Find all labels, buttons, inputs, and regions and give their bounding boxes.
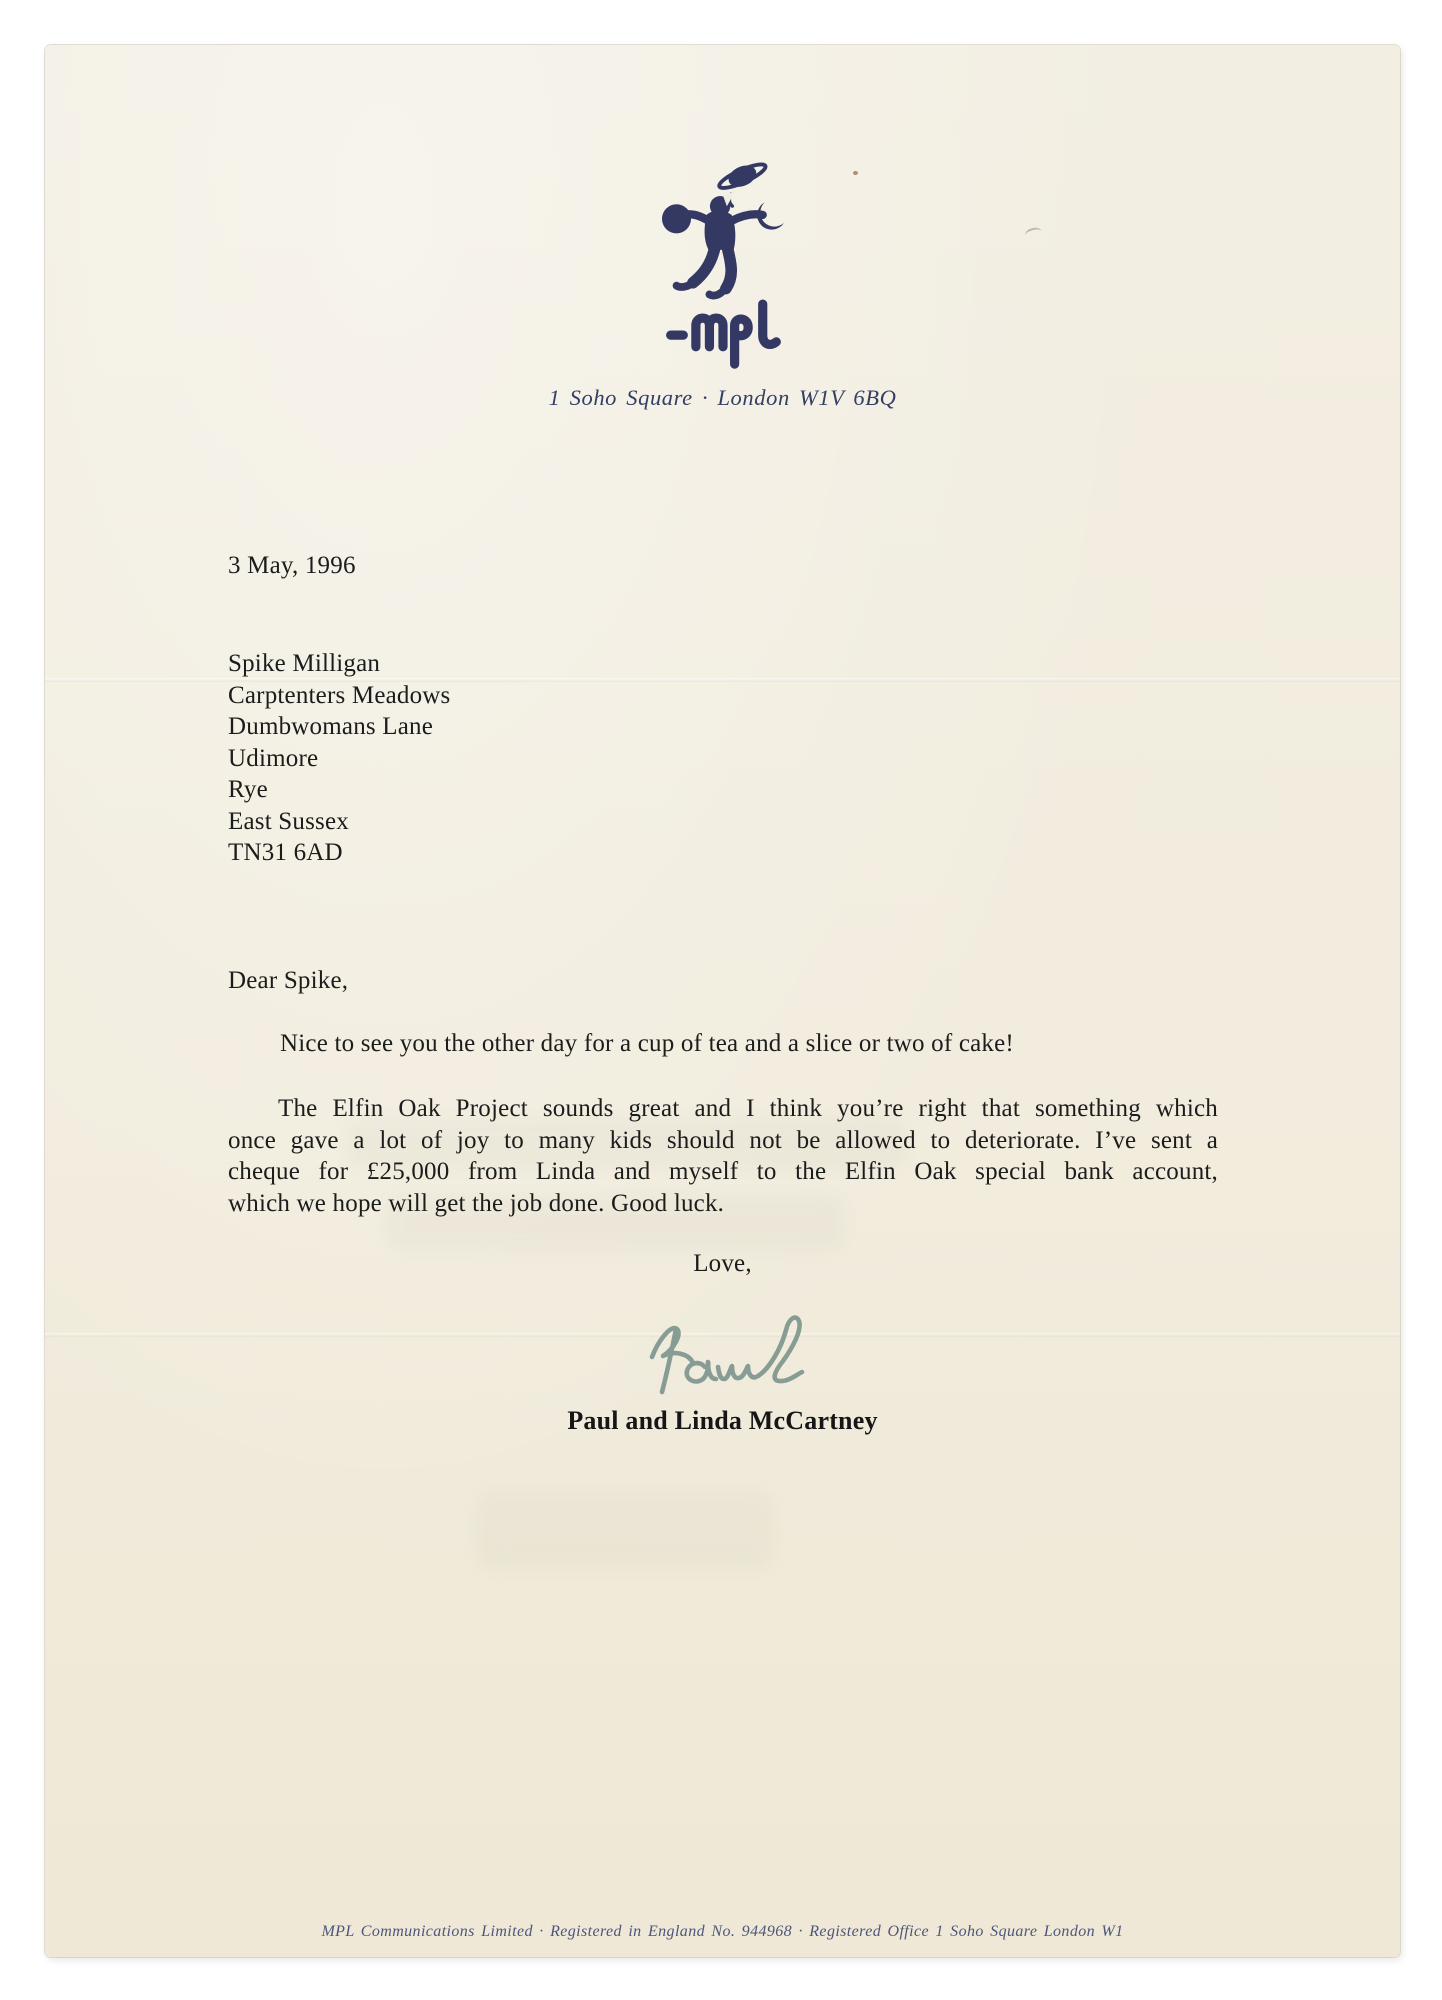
recipient-line: Dumbwomans Lane: [228, 713, 434, 740]
body-line: cheque for £25,000 from Linda and myself to the Elfin Oak special bank account,: [228, 1158, 1218, 1185]
mpl-wordmark: [670, 304, 776, 364]
body-paragraph-2: [228, 1093, 1218, 1219]
closing: Love,: [693, 1250, 752, 1277]
showthrough-artifact: [475, 1490, 775, 1570]
signatory-name: Paul and Linda McCartney: [567, 1406, 878, 1435]
body-line: The Elfin Oak Project sounds great and I think you’re right that something which: [278, 1095, 1218, 1122]
juggler-figure: [676, 191, 762, 296]
letter-date: 3 May, 1996: [228, 552, 356, 579]
letterhead-address: 1 Soho Square · London W1V 6BQ: [548, 385, 897, 410]
recipient-line: Udimore: [228, 744, 319, 772]
recipient-line: Rye: [228, 776, 268, 803]
recipient-line: TN31 6AD: [228, 839, 343, 866]
body-line: which we hope will get the job done. Good luck.: [228, 1189, 725, 1217]
registration-footer: MPL Communications Limited · Registered in England No. 944968 · Registered Office 1 Soho Square London W1: [321, 1923, 1124, 1940]
body-paragraph-1: Nice to see you the other day for a cup of tea and a slice or two of cake!: [280, 1030, 1014, 1057]
body-line: once gave a lot of joy to many kids should not be allowed to deteriorate. I’ve sent a: [228, 1126, 1218, 1154]
recipient-line: East Sussex: [228, 807, 349, 835]
recipient-address: [228, 648, 451, 869]
paper-speck: [853, 171, 858, 175]
paul-signature: [643, 1299, 833, 1409]
paper-smudge: [1024, 226, 1043, 241]
recipient-line: Carptenters Meadows: [228, 681, 451, 709]
mpl-juggler-logo: [648, 151, 798, 369]
recipient-line: Spike Milligan: [228, 650, 381, 677]
salutation: Dear Spike,: [228, 967, 349, 994]
letter-page: [45, 45, 1400, 1957]
ball-icon: [661, 204, 690, 233]
